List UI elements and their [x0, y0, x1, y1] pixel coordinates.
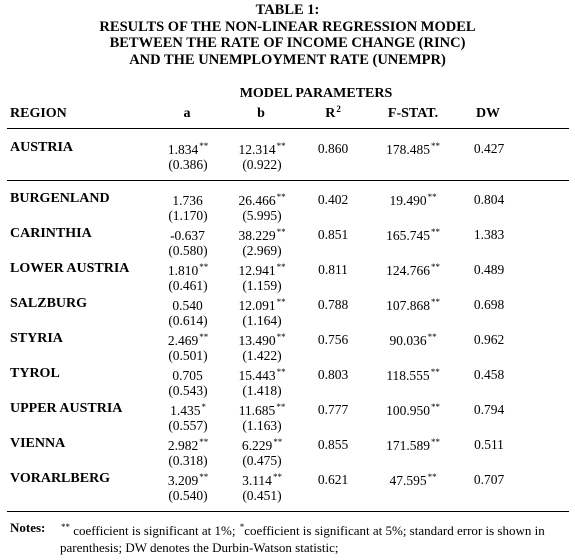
table-title — [0, 2, 575, 68]
coef-b: 6.229** — [241, 437, 283, 453]
title-line-2: RESULTS OF THE NON-LINEAR REGRESSION MODEL — [99, 18, 476, 35]
coef-a-stderr: (0.318) — [168, 453, 208, 468]
f-statistic: 165.745** — [386, 227, 440, 243]
coef-a: 1.810** — [167, 262, 209, 278]
region-name: STYRIA — [10, 331, 63, 346]
header-b: b — [257, 106, 265, 121]
r-squared: 0.803 — [317, 367, 349, 382]
coef-b: 11.685** — [238, 402, 286, 418]
durbin-watson: 1.383 — [473, 227, 505, 242]
coef-a-stderr: (0.540) — [168, 488, 208, 503]
coef-b-stderr: (1.422) — [242, 348, 282, 363]
region-name: UPPER AUSTRIA — [10, 401, 123, 416]
coef-b: 26.466** — [238, 192, 286, 208]
coef-b: 12.314** — [238, 141, 286, 157]
coef-b-stderr: (1.418) — [242, 383, 282, 398]
coef-a-stderr: (0.580) — [168, 243, 208, 258]
region-name: AUSTRIA — [10, 140, 74, 155]
r-squared: 0.621 — [317, 472, 349, 487]
region-name: LOWER AUSTRIA — [10, 261, 130, 276]
title-line-4: AND THE UNEMPLOYMENT RATE (UNEMPR) — [129, 51, 446, 68]
coef-b-stderr: (2.969) — [242, 243, 282, 258]
coef-a: 1.736 — [172, 193, 203, 208]
f-statistic: 107.868** — [386, 297, 440, 313]
title-line-1: TABLE 1: — [255, 2, 320, 18]
coef-a: 2.982** — [167, 437, 209, 453]
durbin-watson: 0.707 — [473, 472, 505, 487]
f-statistic: 124.766** — [386, 262, 440, 278]
coef-a: 1.834** — [167, 141, 209, 157]
f-statistic: 47.595** — [389, 472, 437, 488]
coef-b: 13.490** — [238, 332, 286, 348]
f-statistic: 90.036** — [389, 332, 437, 348]
title-line-3: BETWEEN THE RATE OF INCOME CHANGE (RINC) — [109, 35, 466, 51]
coef-a-stderr: (0.543) — [168, 383, 208, 398]
header-region: REGION — [10, 106, 67, 121]
coef-a-stderr: (0.614) — [168, 313, 208, 328]
header-fstat: F-STAT. — [387, 106, 439, 121]
coef-b-stderr: (5.995) — [242, 208, 282, 223]
coef-a-stderr: (1.170) — [168, 208, 208, 223]
f-statistic: 100.950** — [386, 402, 440, 418]
header-dw: DW — [475, 106, 501, 121]
region-name: CARINTHIA — [10, 226, 92, 241]
r-squared: 0.402 — [317, 192, 349, 207]
coef-b: 12.941** — [238, 262, 286, 278]
coef-a: 1.435* — [170, 402, 206, 418]
notes-label: Notes: — [10, 520, 46, 535]
durbin-watson: 0.794 — [473, 402, 505, 417]
coef-a-stderr: (0.386) — [168, 157, 208, 172]
coef-b-stderr: (1.163) — [242, 418, 282, 433]
header-model-parameters: MODEL PARAMETERS — [239, 86, 393, 101]
header-a: a — [183, 106, 191, 121]
coef-a: 2.469** — [167, 332, 209, 348]
f-statistic: 19.490** — [389, 192, 437, 208]
notes-text: ** coefficient is significant at 1%; *coefficient is significant at 5%; standard error is shown in parenthesis; DW denotes the Durbin-Watson statistic; — [60, 522, 545, 555]
r-squared: 0.756 — [317, 332, 349, 347]
durbin-watson: 0.489 — [473, 262, 505, 277]
notes-rule — [7, 511, 569, 512]
coef-b-stderr: (0.922) — [242, 157, 282, 172]
r-squared: 0.855 — [317, 437, 349, 452]
r-squared: 0.851 — [317, 227, 349, 242]
coef-a-stderr: (0.557) — [168, 418, 208, 433]
coef-b-stderr: (0.451) — [242, 488, 282, 503]
coef-b: 12.091** — [238, 297, 286, 313]
coef-b-stderr: (1.164) — [242, 313, 282, 328]
r-squared: 0.860 — [317, 141, 349, 156]
region-name: VIENNA — [10, 436, 66, 451]
coef-a-stderr: (0.501) — [168, 348, 208, 363]
durbin-watson: 0.698 — [473, 297, 505, 312]
coef-a: -0.637 — [170, 228, 205, 243]
region-name: TYROL — [10, 366, 60, 381]
coef-b: 3.114** — [242, 472, 282, 488]
coef-b-stderr: (0.475) — [242, 453, 282, 468]
durbin-watson: 0.427 — [473, 141, 505, 156]
r-squared: 0.811 — [318, 262, 348, 277]
coef-a-stderr: (0.461) — [168, 278, 208, 293]
durbin-watson: 0.804 — [473, 192, 505, 207]
r-squared: 0.788 — [317, 297, 349, 312]
durbin-watson: 0.962 — [473, 332, 505, 347]
f-statistic: 178.485** — [386, 141, 440, 157]
region-name: BURGENLAND — [10, 191, 110, 206]
header-r2: $R^2$ — [325, 104, 341, 121]
coef-a: 0.540 — [172, 298, 203, 313]
coef-b: 15.443** — [238, 367, 286, 383]
coef-b: 38.229** — [238, 227, 286, 243]
f-statistic: 118.555** — [386, 367, 440, 383]
region-name: SALZBURG — [10, 296, 88, 311]
region-name: VORARLBERG — [10, 471, 111, 486]
coef-b-stderr: (1.159) — [242, 278, 282, 293]
durbin-watson: 0.511 — [474, 437, 504, 452]
r-squared: 0.777 — [317, 402, 349, 417]
coef-a: 0.705 — [172, 368, 203, 383]
coef-a: 3.209** — [167, 472, 209, 488]
durbin-watson: 0.458 — [473, 367, 505, 382]
section-rule — [7, 180, 569, 181]
header-rule — [7, 128, 569, 129]
f-statistic: 171.589** — [386, 437, 440, 453]
